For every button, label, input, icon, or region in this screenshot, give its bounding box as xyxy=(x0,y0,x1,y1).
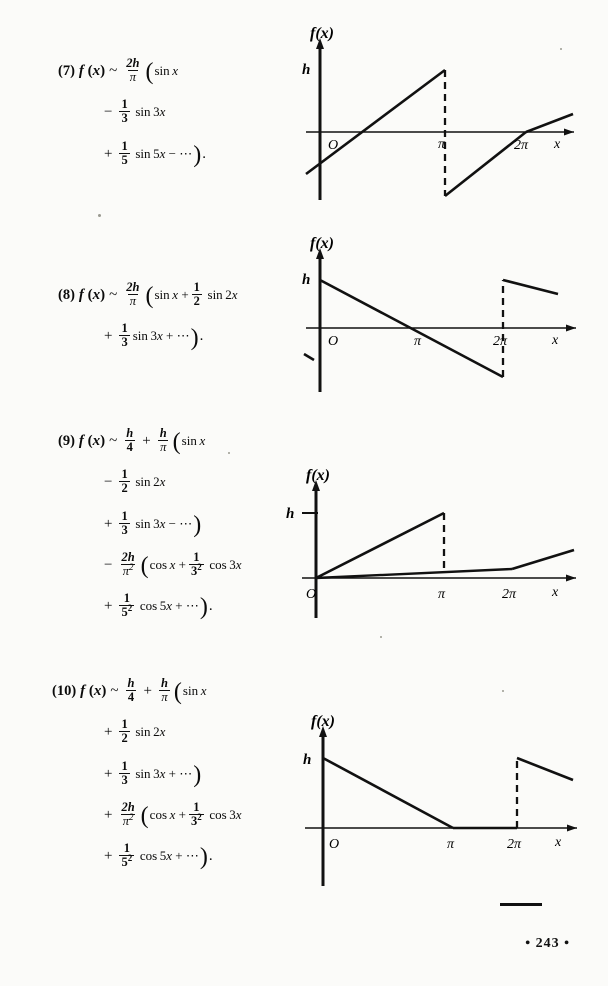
origin-label: O xyxy=(329,837,340,852)
curve-segment xyxy=(316,513,444,578)
fraction-2h-pi-squared: $\frac{2h}{\pi^2}$ xyxy=(121,549,135,578)
graph-8-svg xyxy=(290,232,590,412)
y-tick-h: h xyxy=(302,272,311,288)
scan-speck xyxy=(228,452,230,454)
fraction-2h-pi: $\frac{2h}{\pi}$ xyxy=(126,56,140,85)
x-tick-pi: π xyxy=(438,137,446,152)
x-axis-label: x xyxy=(554,137,561,152)
fraction-h-4: $\frac{h}{4}$ xyxy=(127,676,135,705)
formula-line: + $\frac{1}{5^2}$ cos 5x + ⋯ ) . xyxy=(104,591,213,621)
formula-entry-10 xyxy=(52,678,242,884)
y-axis-label: f(x) xyxy=(310,25,334,42)
y-axis-label: f(x) xyxy=(310,235,334,252)
fraction-1-3-squared: $\frac{1}{3^2}$ xyxy=(190,799,202,828)
x-tick-pi: π xyxy=(447,837,455,852)
x-tick-2pi: 2π xyxy=(502,587,517,602)
scan-speck xyxy=(98,214,101,217)
graph-7-svg xyxy=(290,22,590,212)
fraction-h-pi: $\frac{h}{\pi}$ xyxy=(159,426,167,455)
origin-label: O xyxy=(328,138,339,153)
formula-line: + $\frac{1}{3}$ sin 3x + ⋯ ) xyxy=(104,758,202,788)
fraction-1-2: $\frac{1}{2}$ xyxy=(121,467,128,496)
x-tick-pi: π xyxy=(414,334,422,349)
x-axis-label: x xyxy=(555,835,562,850)
graph-10-svg xyxy=(285,706,590,896)
y-axis-label: f(x) xyxy=(306,468,330,484)
formula-entry-7 xyxy=(58,58,206,182)
formula-line: + $\frac{1}{5}$ sin 5x − ⋯ ) . xyxy=(104,138,206,168)
entry-label: (8) xyxy=(58,287,75,304)
curve-segment xyxy=(316,569,512,578)
formula-line: − $\frac{1}{3}$ sin 3x xyxy=(104,97,166,126)
x-tick-pi: π xyxy=(438,587,446,602)
graph-10 xyxy=(285,706,590,896)
formula-line: + $\frac{2h}{\pi^2}$ ( cos x + $\frac{1}{3^2}$ cos 3x xyxy=(104,799,242,830)
curve-segment xyxy=(503,280,558,294)
origin-label: O xyxy=(306,587,317,602)
formula-entry-8 xyxy=(58,282,238,365)
curve-segment xyxy=(304,354,314,360)
graph-9-svg xyxy=(280,468,590,628)
fraction-1-3-squared: $\frac{1}{3^2}$ xyxy=(190,549,202,578)
formula-line: + $\frac{1}{5^2}$ cos 5x + ⋯ ) . xyxy=(104,841,213,871)
y-tick-h: h xyxy=(303,752,312,768)
scan-speck xyxy=(502,690,504,692)
formula-line: + $\frac{1}{2}$ sin 2x xyxy=(104,717,166,746)
x-tick-2pi: 2π xyxy=(507,837,522,852)
formula-line: (8) f ( x ) ~ $\frac{2h}{\pi}$ ( sin x + $\frac{1}{2}$ sin 2x xyxy=(58,280,238,310)
origin-label: O xyxy=(328,334,339,349)
fraction-1-5-squared: $\frac{1}{5^2}$ xyxy=(121,591,133,620)
end-rule xyxy=(500,903,542,906)
fraction-h-4: $\frac{h}{4}$ xyxy=(126,426,134,455)
formula-line: + $\frac{1}{3}$ sin 3x + ⋯ ) . xyxy=(104,321,204,351)
formula-line: − $\frac{1}{2}$ sin 2x xyxy=(104,467,166,496)
x-axis-arrow xyxy=(564,129,574,136)
formula-line: + $\frac{1}{3}$ sin 3x − ⋯ ) xyxy=(104,508,202,538)
x-axis-arrow xyxy=(566,325,576,332)
curve-segment xyxy=(306,70,445,174)
graph-8 xyxy=(290,232,590,412)
page-number: • 243 • xyxy=(525,936,570,951)
fraction-1-5-squared: $\frac{1}{5^2}$ xyxy=(121,841,133,870)
fraction-1-2: $\frac{1}{2}$ xyxy=(121,717,128,746)
fraction-2h-pi: $\frac{2h}{\pi}$ xyxy=(126,280,140,309)
x-axis-label: x xyxy=(552,333,559,348)
y-axis-label: f(x) xyxy=(311,713,335,730)
x-tick-2pi: 2π xyxy=(514,138,529,153)
formula-line: (9) f ( x ) ~ $\frac{h}{4}$ + $\frac{h}{\pi}$ ( sin x xyxy=(58,426,206,456)
entry-label: (10) xyxy=(52,683,77,700)
formula-line: − $\frac{2h}{\pi^2}$ ( cos x + $\frac{1}{3^2}$ cos 3x xyxy=(104,549,242,580)
x-axis-label: x xyxy=(552,585,559,600)
fraction-1-3: $\frac{1}{3}$ xyxy=(121,97,128,126)
fraction-1-2: $\frac{1}{2}$ xyxy=(193,280,200,309)
x-tick-2pi: 2π xyxy=(493,334,508,349)
graph-9 xyxy=(280,468,590,628)
curve-segment xyxy=(512,550,574,569)
scan-speck xyxy=(380,636,382,638)
curve-segment xyxy=(517,758,573,780)
fraction-1-3: $\frac{1}{3}$ xyxy=(121,508,128,537)
fraction-h-pi: $\frac{h}{\pi}$ xyxy=(160,676,168,705)
fraction-1-3: $\frac{1}{3}$ xyxy=(121,758,128,787)
y-tick-h: h xyxy=(302,62,311,78)
fraction-1-3: $\frac{1}{3}$ xyxy=(121,321,128,350)
scan-speck xyxy=(560,48,562,50)
graph-7 xyxy=(290,22,590,212)
entry-label: (9) xyxy=(58,433,75,450)
formula-entry-9 xyxy=(58,428,242,634)
entry-label: (7) xyxy=(58,63,75,80)
y-tick-h: h xyxy=(286,506,295,522)
formula-line: (10) f ( x ) ~ $\frac{h}{4}$ + $\frac{h}{\pi}$ ( sin x xyxy=(52,676,207,706)
x-axis-arrow xyxy=(567,825,577,832)
x-axis-arrow xyxy=(566,575,576,582)
fraction-1-5: $\frac{1}{5}$ xyxy=(121,138,128,167)
curve-segment xyxy=(323,758,453,828)
fraction-2h-pi-squared: $\frac{2h}{\pi^2}$ xyxy=(121,799,135,828)
formula-line: (7) f ( x ) ~ $\frac{2h}{\pi}$ ( sin x xyxy=(58,56,179,86)
